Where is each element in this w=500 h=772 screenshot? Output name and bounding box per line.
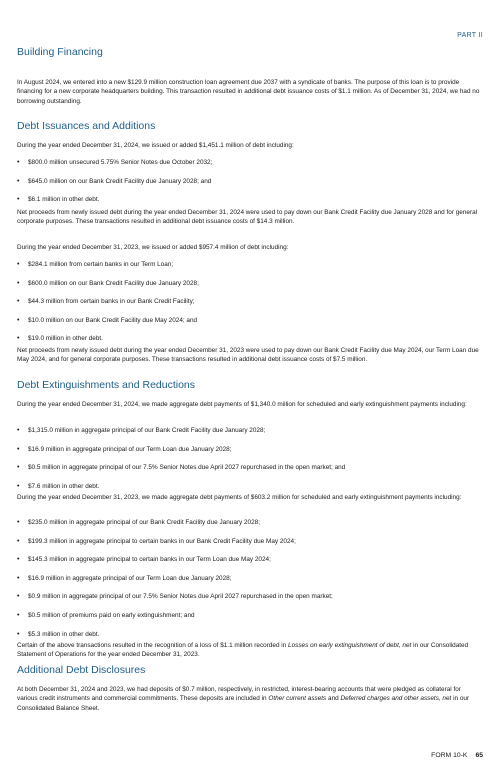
- list-item: • $7.6 million in other debt.: [17, 482, 483, 501]
- loss-text-start: Certain of the above transactions resulted in the recognition of a loss of $1.1 million recorded in: [17, 642, 289, 649]
- extinguishments-2024-intro: During the year ended December 31, 2024, we made aggregate debt payments of $1,340.0 million for scheduled and early extinguishment payments including:: [17, 401, 467, 408]
- list-item: • $645.0 million on our Bank Credit Facility due January 2028; and: [17, 177, 483, 196]
- additional-paragraph: [17, 685, 483, 713]
- section-title-debt-extinguishments: Debt Extinguishments and Reductions: [17, 379, 196, 391]
- extinguishments-2024-list: [17, 426, 483, 500]
- list-item: • $16.9 million in aggregate principal of our Term Loan due January 2028;: [17, 445, 483, 464]
- page-number: 65: [475, 752, 483, 759]
- list-item: • $16.9 million in aggregate principal of our Term Loan due January 2028;: [17, 574, 483, 593]
- list-item: • $19.0 million in other debt.: [17, 334, 483, 353]
- issuances-2024-list: [17, 158, 483, 214]
- extinguishments-2023-intro: During the year ended December 31, 2023, we made aggregate debt payments of $603.2 million for scheduled and early extinguishment payments including:: [17, 494, 462, 501]
- issuances-2023-net-proceeds: Net proceeds from newly issued debt during the year ended December 31, 2023 were used to pay down our Bank Credit Facility due May 2024, our Term Loan due May 2024, and for general corporate purposes. These transactions resulted in additional debt issuance costs of $7.5 million.: [17, 347, 479, 364]
- form-label: FORM 10-K: [431, 752, 468, 759]
- list-item: • $6.1 million in other debt.: [17, 195, 483, 214]
- additional-italic-deferred-charges: Deferred charges and other assets, net: [340, 695, 452, 703]
- list-item: • $5.3 million in other debt.: [17, 630, 483, 649]
- list-item: • $10.0 million on our Bank Credit Facility due May 2024; and: [17, 316, 483, 335]
- list-item: • $0.5 million in aggregate principal of our 7.5% Senior Notes due April 2027 repurchased in the open market; and: [17, 463, 483, 482]
- issuances-2024-net-proceeds: Net proceeds from newly issued debt during the year ended December 31, 2024 were used to pay down our Bank Credit Facility due January 2028 and for general corporate purposes. These transactions resulted in additional debt issuance costs of $14.3 million.: [17, 209, 478, 226]
- section-title-additional-disclosures: Additional Debt Disclosures: [17, 664, 146, 676]
- list-item: • $600.0 million on our Bank Credit Facility due January 2028;: [17, 279, 483, 298]
- list-item: • $235.0 million in aggregate principal of our Bank Credit Facility due January 2028;: [17, 518, 483, 537]
- loss-text-end: in our Consolidated Statement of Operations for the year ended December 31, 2023.: [17, 642, 469, 659]
- list-item: • $0.5 million of premiums paid on early extinguishment; and: [17, 611, 483, 630]
- list-item: • $199.3 million in aggregate principal to certain banks in our Bank Credit Facility due May 2024;: [17, 537, 483, 556]
- building-paragraph: In August 2024, we entered into a new $129.9 million construction loan agreement due 2037 with a syndicate of banks. The purpose of this loan is to provide financing for a new corporate headquarters building. This transaction resulted in additional debt issuance costs of $1.1 million. As of December 31, 2024, we had no borrowing outstanding.: [17, 79, 480, 105]
- extinguishments-2023-list: [17, 518, 483, 648]
- list-item: • $44.3 million from certain banks in our Bank Credit Facility;: [17, 297, 483, 316]
- issuances-2024-intro: During the year ended December 31, 2024, we issued or added $1,451.1 million of debt including:: [17, 142, 294, 149]
- list-item: • $0.9 million in aggregate principal of our 7.5% Senior Notes due April 2027 repurchased in the open market;: [17, 592, 483, 611]
- list-item: • $284.1 million from certain banks in our Term Loan;: [17, 260, 483, 279]
- list-item: • $1,315.0 million in aggregate principal of our Bank Credit Facility due January 2028;: [17, 426, 483, 445]
- section-title-debt-issuances: Debt Issuances and Additions: [17, 120, 156, 132]
- part-label: PART II: [457, 32, 483, 39]
- extinguishments-loss-paragraph: [17, 641, 483, 660]
- additional-italic-current-assets: Other current assets: [268, 695, 327, 703]
- list-item: • $800.0 million unsecured 5.75% Senior Notes due October 2032;: [17, 158, 483, 177]
- section-title-building-financing: Building Financing: [17, 46, 103, 58]
- issuances-2023-intro: During the year ended December 31, 2023, we issued or added $957.4 million of debt including:: [17, 244, 289, 251]
- additional-text-end: in our Consolidated Balance Sheet.: [17, 695, 470, 712]
- page-footer: [431, 752, 483, 759]
- list-item: • $145.3 million in aggregate principal to certain banks in our Term Loan due May 2024;: [17, 555, 483, 574]
- loss-caption-italic: Losses on early extinguishment of debt, net: [288, 642, 412, 649]
- issuances-2023-list: [17, 260, 483, 353]
- additional-text-middle: and: [326, 695, 341, 703]
- additional-text-start: At both December 31, 2024 and 2023, we had deposits of $0.7 million, respectively, in restricted, interest-bearing accounts that were pledged as collateral for various credit instruments and commercial commitments. These deposits are included in: [17, 686, 461, 703]
